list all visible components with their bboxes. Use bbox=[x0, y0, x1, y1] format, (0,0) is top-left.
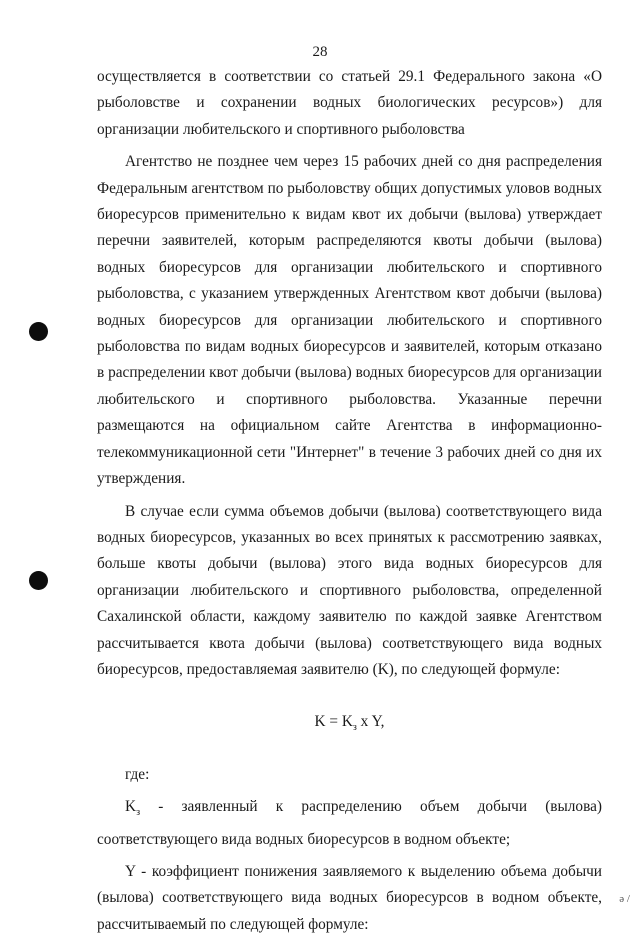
where-label: где: bbox=[125, 765, 150, 783]
punch-hole-bottom bbox=[29, 571, 48, 590]
corner-mark: ə / bbox=[619, 893, 630, 905]
formula bbox=[97, 709, 602, 741]
definition-text: - заявленный к распределению объем добычи (вылова) соответствующего вида водных биоресурсов в водном объекте; bbox=[97, 798, 602, 848]
definition-subscript: з bbox=[136, 807, 141, 819]
definition-y bbox=[97, 859, 602, 938]
definition-symbol: K bbox=[125, 798, 137, 816]
document-body bbox=[97, 64, 602, 938]
punch-hole-top bbox=[29, 322, 48, 341]
paragraph-quota-calculation: В случае если сумма объемов добычи (вылова) соответствующего вида водных биоресурсов, указанных во всех принятых к рассмотрению заявках, больше квоты добычи (вылова) этого вида водных биоресурсов для организации любительского и спортивного рыболовства, определенной Сахалинской области, каждому заявителю по каждой заявке Агентством рассчитывается квота добычи (вылова) соответствующего вида водных биоресурсов, предоставляемая заявителю (K), по следующей формуле: bbox=[97, 502, 602, 678]
paragraph-continuation: осуществляется в соответствии со статьей 29.1 Федерального закона «О рыболовстве и сохранении водных биологических ресурсов») для организации любительского и спортивного рыболовства bbox=[97, 68, 602, 138]
formula-subscript: з bbox=[352, 722, 357, 734]
formula-rhs: x Y, bbox=[356, 713, 385, 731]
definition-kz bbox=[97, 794, 602, 853]
paragraph-agency-deadline: Агентство не позднее чем через 15 рабочих дней со дня распределения Федеральным агентством по рыболовству общих допустимых уловов водных биоресурсов применительно к видам квот их добычи (вылова) утверждает перечни заявителей, которым распределяются квоты добычи (вылова) водных биоресурсов для организации любительского и спортивного рыболовства, с указанием утвержденных Агентством квот добычи (вылова) водных биоресурсов для организации любительского и спортивного рыболовства по видам водных биоресурсов и заявителей, которым отказано в распределении квот добычи (вылова) водных биоресурсов для организации любительского и спортивного рыболовства. Указанные перечни размещаются на официальном сайте Агентства в информационно-телекоммуникационной сети "Интернет" в течение 3 рабочих дней со дня их утверждения. bbox=[97, 153, 602, 488]
page-number: 28 bbox=[312, 44, 328, 60]
definition-symbol: Y bbox=[125, 863, 136, 881]
definition-text: - коэффициент понижения заявляемого к выделению объема добычи (вылова) соответствующего вида водных биоресурсов в водном объекте, рассчитываемый по следующей формуле: bbox=[97, 863, 602, 933]
formula-lhs: K = K bbox=[314, 713, 353, 731]
